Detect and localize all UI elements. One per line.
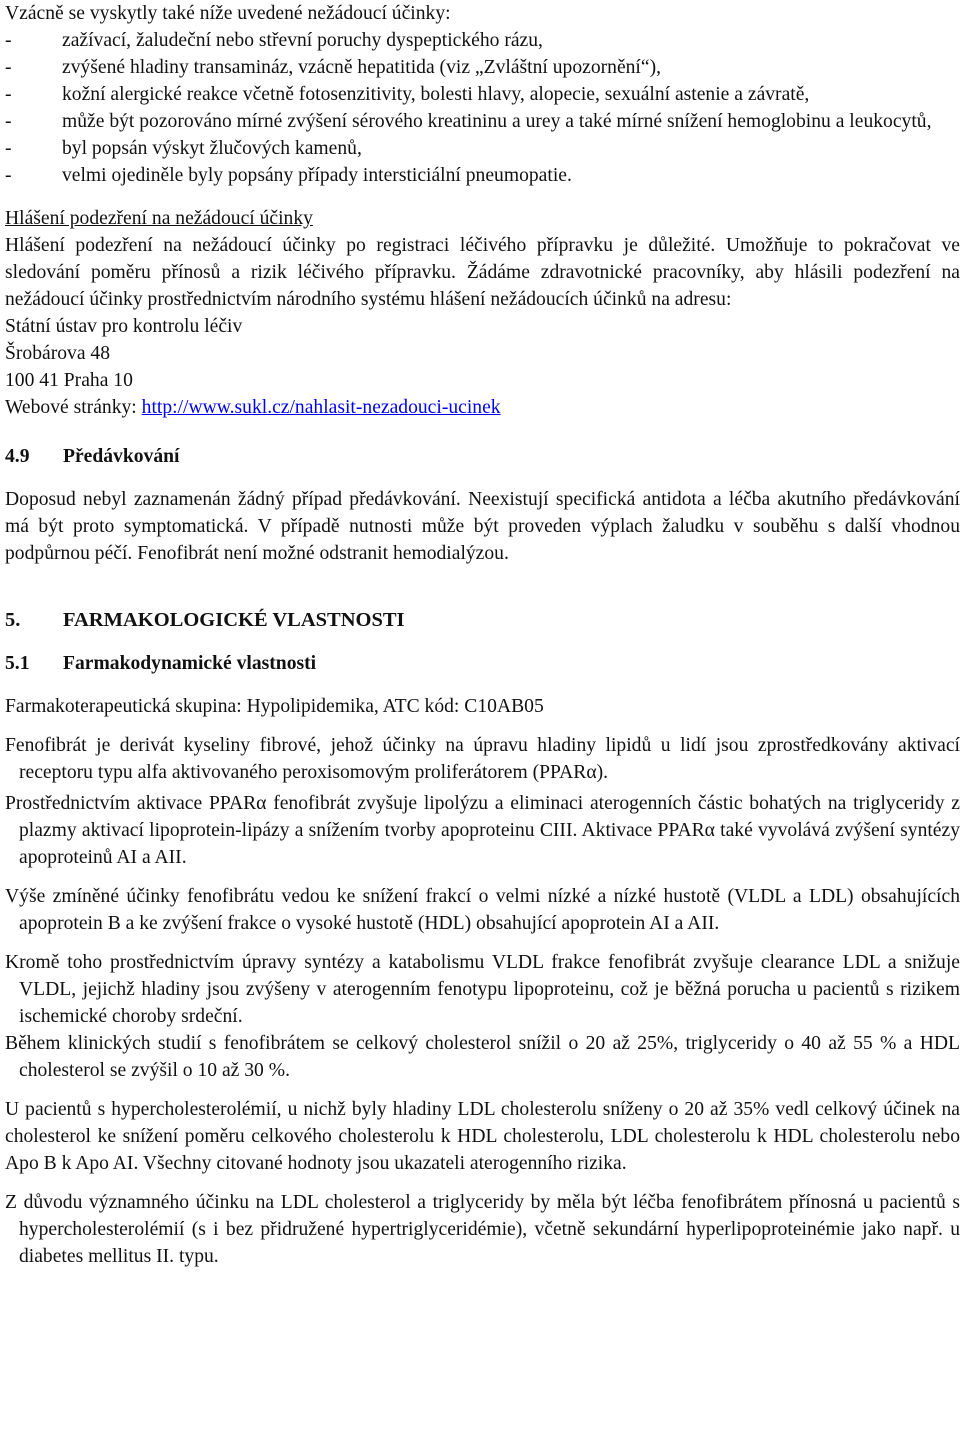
address-line: 100 41 Praha 10: [5, 370, 133, 391]
paragraph: Během klinických studií s fenofibrátem se celkový cholesterol snížil o 20 až 25%, triglyceridy o 40 až 55 % a HDL cholesterol se zvýšil o 10 až 30 %.: [5, 1033, 960, 1081]
address-line: Státní ústav pro kontrolu léčiv: [5, 316, 243, 337]
website-link[interactable]: http://www.sukl.cz/nahlasit-nezadouci-ucinek: [141, 397, 501, 418]
paragraph: Z důvodu významného účinku na LDL cholesterol a triglyceridy by měla být léčba fenofibrátem přínosná u pacientů s hypercholesterolémií (s i bez přidružené hypertriglyceridémie), včetně sekundární hyperlipoproteinémie jako např. u diabetes mellitus II. typu.: [5, 1192, 960, 1267]
section-number: 5.: [5, 609, 21, 631]
list-dash: -: [5, 165, 12, 186]
paragraph: Prostřednictvím aktivace PPARα fenofibrát zvyšuje lipolýzu a eliminaci aterogenních částic bohatých na triglyceridy z plazmy aktivací lipoprotein-lipázy a snížením tvorby apoproteinu CIII. Aktivace PPARα také vyvolává zvýšení syntézy apoproteinů AI a AII.: [5, 793, 960, 868]
website-line: [5, 394, 960, 421]
website-label: Webové stránky:: [5, 397, 142, 418]
paragraph: Výše zmíněné účinky fenofibrátu vedou ke snížení frakcí o velmi nízké a nízké hustotě (VLDL a LDL) obsahujících apoprotein B a ke zvýšení frakce o vysoké hustotě (HDL) obsahující apoprotein AI a AII.: [5, 886, 960, 934]
document-page: [5, 0, 960, 1270]
paragraph: Fenofibrát je derivát kyseliny fibrové, jehož účinky na úpravu hladiny lipidů u lidí jsou zprostředkovány aktivací receptoru typu alfa aktivovaného peroxisomovým proliferátorem (PPARα).: [5, 735, 960, 783]
paragraph: Kromě toho prostřednictvím úpravy syntézy a katabolismu VLDL frakce fenofibrát zvyšuje clearance LDL a snižuje VLDL, jejichž hladiny jsou zvýšeny v aterogenním fenotypu lipoproteinu, což je běžná porucha u pacientů s rizikem ischemické choroby srdeční.: [5, 952, 960, 1027]
section-title: Farmakodynamické vlastnosti: [63, 653, 317, 674]
address-line: Šrobárova 48: [5, 343, 111, 364]
list-item: - kožní alergické reakce včetně fotosenzitivity, bolesti hlavy, alopecie, sexuální astenie a závratě,: [5, 81, 960, 108]
list-item: - zvýšené hladiny transamináz, vzácně hepatitida (viz „Zvláštní upozornění“),: [5, 54, 960, 81]
list-item: - může být pozorováno mírné zvýšení sérového kreatininu a urey a také mírné snížení hemoglobinu a leukocytů,: [5, 108, 960, 135]
pharmacotherapeutic-group: Farmakoterapeutická skupina: Hypolipidemika, ATC kód: C10AB05: [5, 696, 544, 717]
section-title: FARMAKOLOGICKÉ VLASTNOSTI: [63, 609, 405, 631]
section-heading-pharmacological: [5, 607, 960, 634]
list-dash: -: [5, 111, 12, 132]
list-dash: -: [5, 30, 12, 51]
section-title: Předávkování: [63, 446, 180, 467]
section-heading-pharmacodynamic: [5, 650, 960, 677]
reporting-heading: Hlášení podezření na nežádoucí účinky: [5, 208, 313, 229]
section-number: 4.9: [5, 446, 30, 467]
list-item: - velmi ojediněle byly popsány případy intersticiální pneumopatie.: [5, 162, 960, 189]
list-item: - byl popsán výskyt žlučových kamenů,: [5, 135, 960, 162]
section-heading-overdose: [5, 443, 960, 470]
side-effects-list: [5, 27, 960, 189]
section-number: 5.1: [5, 653, 30, 674]
list-dash: -: [5, 57, 12, 78]
reporting-text: Hlášení podezření na nežádoucí účinky po registraci léčivého přípravku je důležité. Umožňuje to pokračovat ve sledování poměru přínosů a rizik léčivého přípravku. Žádáme zdravotnické pracovníky, aby hlásili podezření na nežádoucí účinky prostřednictvím národního systému hlášení nežádoucích účinků na adresu:: [5, 235, 960, 310]
paragraph: U pacientů s hypercholesterolémií, u nichž byly hladiny LDL cholesterolu sníženy o 20 až 35% vedl celkový účinek na cholesterol ke snížení poměru celkového cholesterolu k HDL cholesterolu, LDL cholesterolu k HDL cholesterolu nebo Apo B k Apo AI. Všechny citované hodnoty jsou ukazateli aterogenního rizika.: [5, 1099, 960, 1174]
list-dash: -: [5, 138, 12, 159]
list-item: - zažívací, žaludeční nebo střevní poruchy dyspeptického rázu,: [5, 27, 960, 54]
side-effects-intro: Vzácně se vyskytly také níže uvedené nežádoucí účinky:: [5, 3, 451, 24]
list-dash: -: [5, 84, 12, 105]
overdose-text: Doposud nebyl zaznamenán žádný případ předávkování. Neexistují specifická antidota a léčba akutního předávkování má být proto symptomatická. V případě nutnosti může být proveden výplach žaludku v souběhu s další vhodnou podpůrnou péčí. Fenofibrát není možné odstranit hemodialýzou.: [5, 489, 960, 564]
